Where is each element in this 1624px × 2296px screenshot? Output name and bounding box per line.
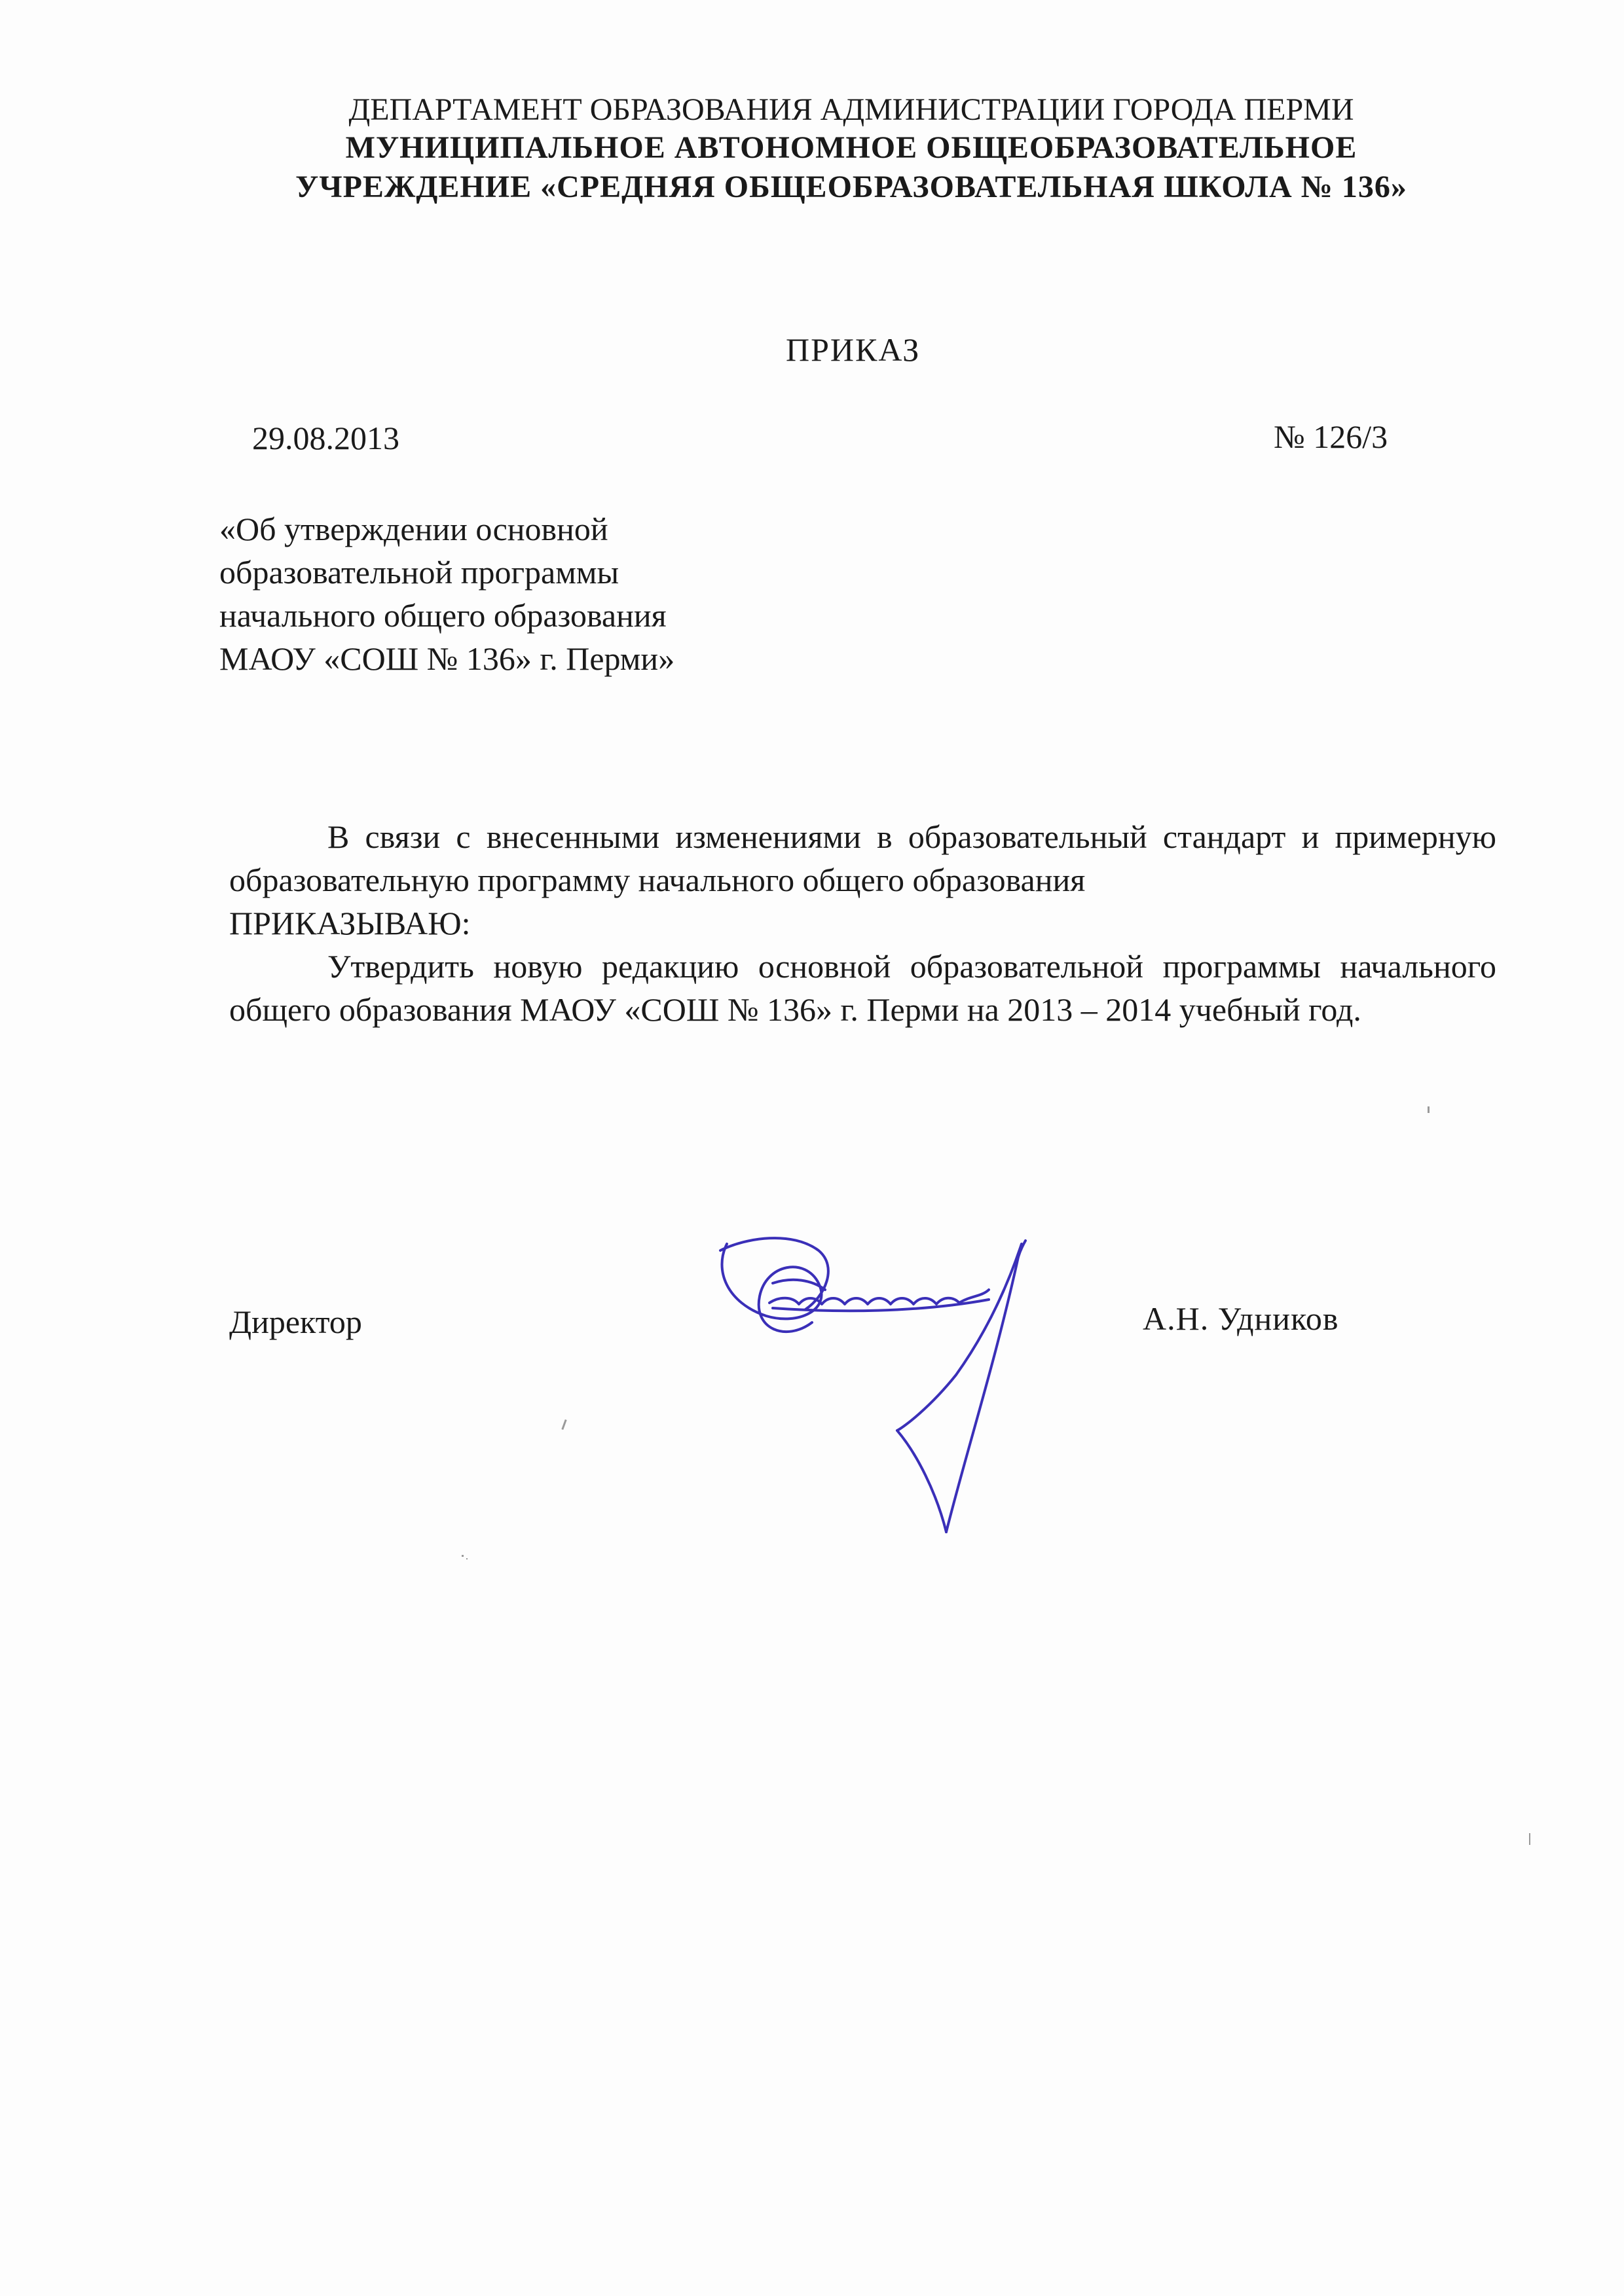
document-subject [219,507,874,680]
subject-line: МАОУ «СОШ № 136» г. Перми» [219,640,675,677]
subject-line: «Об утверждении основной [219,511,608,547]
document-body [229,815,1496,1031]
header-institution-line2: УЧРЕЖДЕНИЕ «СРЕДНЯЯ ОБЩЕОБРАЗОВАТЕЛЬНАЯ ШКОЛА № 136» [295,170,1407,204]
scan-speck [466,1558,468,1559]
subject-line: образовательной программы [219,554,619,591]
signatory-title: Директор [229,1303,362,1340]
subject-line: начального общего образования [219,597,667,634]
body-paragraph-order: Утвердить новую редакцию основной образовательной программы начального общего образования МАОУ «СОШ № 136» г. Перми на 2013 – 2014 учебный год. [229,948,1496,1028]
header-institution-line1: МУНИЦИПАЛЬНОЕ АВТОНОМНОЕ ОБЩЕОБРАЗОВАТЕЛЬНОЕ [345,130,1357,165]
header-department: ДЕПАРТАМЕНТ ОБРАЗОВАНИЯ АДМИНИСТРАЦИИ ГОРОДА ПЕРМИ [348,92,1354,127]
body-paragraph-reason: В связи с внесенными изменениями в образовательный стандарт и примерную образовательную программу начального общего образования [229,818,1496,898]
scan-speck [561,1419,566,1430]
scan-speck [1428,1106,1430,1113]
document-date: 29.08.2013 [252,420,399,456]
signatory-name: А.Н. Удников [1143,1300,1339,1337]
scan-speck [462,1555,464,1557]
scan-speck [1529,1833,1530,1845]
body-order-word: ПРИКАЗЫВАЮ: [229,905,471,941]
document-type: ПРИКАЗ [786,331,921,368]
document-number: № 126/3 [1274,418,1388,455]
handwritten-signature [707,1231,1074,1545]
